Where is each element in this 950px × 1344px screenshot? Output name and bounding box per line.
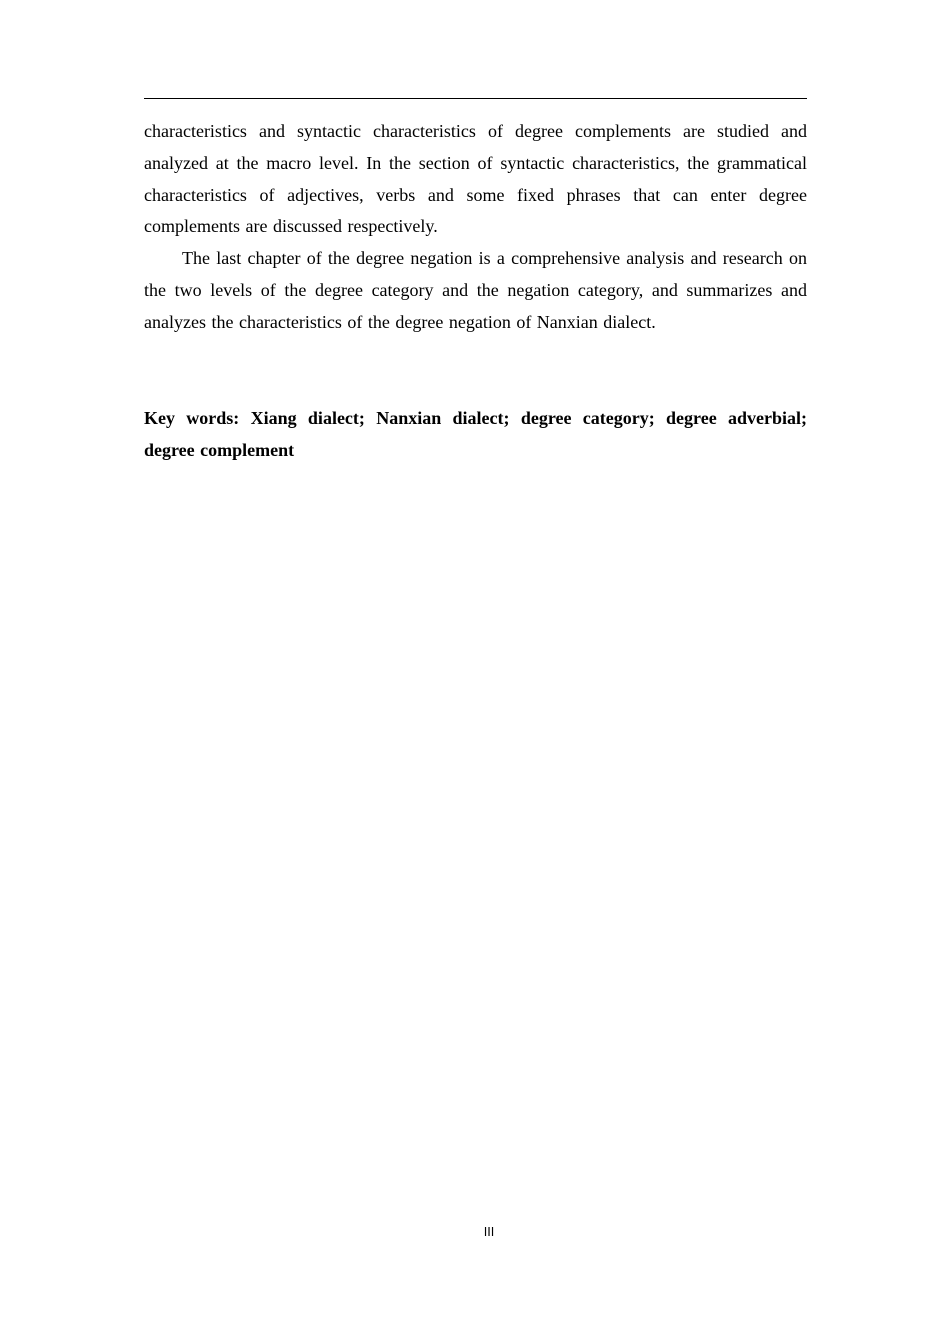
- page-number: III: [483, 1225, 495, 1239]
- abstract-body: [144, 116, 807, 339]
- keywords-line: Key words: Xiang dialect; Nanxian dialect; degree category; degree adverbial; degree complement: [144, 408, 807, 460]
- header-rule: [144, 98, 807, 99]
- paragraph-continued: characteristics and syntactic characteristics of degree complements are studied and analyzed at the macro level. In the section of syntactic characteristics, the grammatical characteristics of adjectives, verbs and some fixed phrases that can enter degree complements are discussed respectively.: [144, 121, 807, 237]
- paragraph-last-chapter: The last chapter of the degree negation is a comprehensive analysis and research on the two levels of the degree category and the negation category, and summarizes and analyzes the characteristics of the degree negation of Nanxian dialect.: [144, 248, 807, 332]
